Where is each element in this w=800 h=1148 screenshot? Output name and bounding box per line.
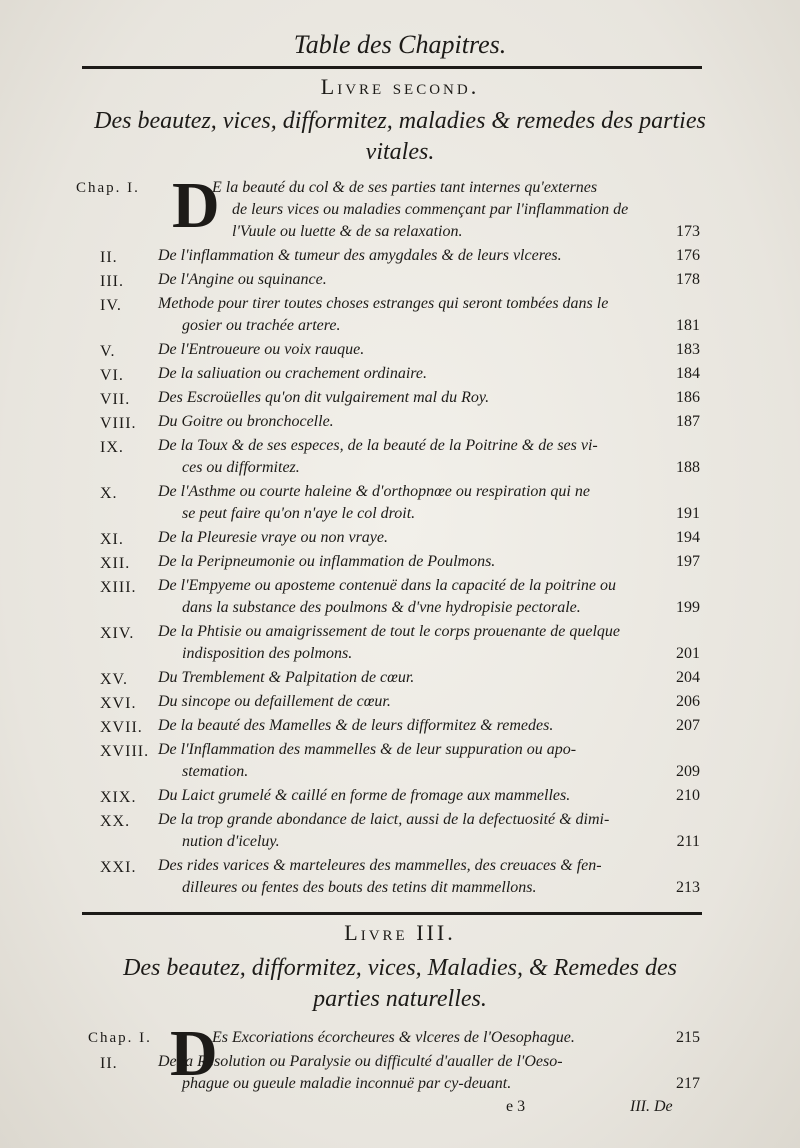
page-number: 188 [676,459,700,476]
chapter-title-line: Es Excoriations écorcheures & vlceres de l'Oesophague. [212,1029,575,1046]
page-number: 199 [676,599,700,616]
chapter-title-line: De la beauté des Mamelles & de leurs difformitez & remedes. [158,717,554,734]
page-number: 197 [676,553,700,570]
page-number: 201 [676,645,700,662]
chapter-title-line: Du Tremblement & Palpitation de cœur. [158,669,415,686]
chapter-title-line: De la saliuation ou crachement ordinaire. [158,365,427,382]
chapter-title-line: De la Resolution ou Paralysie ou difficulté d'aualler de l'Oeso- [158,1053,563,1070]
chapter-number: VII. [100,391,131,408]
chapter-title-line: E la beauté du col & de ses parties tant internes qu'externes [212,179,598,196]
drop-capital: D [172,169,220,242]
chapter-title-line: De l'inflammation & tumeur des amygdales & de leurs vlceres. [158,247,562,264]
page-number: 210 [676,787,700,804]
chapter-title-line: de leurs vices ou maladies commençant par l'inflammation de [232,201,629,218]
chapter-number: XIV. [100,625,135,642]
chapter-number: IV. [100,297,122,314]
chapter-number: XIII. [100,579,137,596]
chapter-number: VIII. [100,415,137,432]
rule-top [82,66,702,69]
page-number: 207 [676,717,700,734]
chapter-number: II. [100,1055,118,1072]
chapter-number: XXI. [100,859,137,876]
chapter-number: III. [100,273,124,290]
chapter-title-line: phague ou gueule maladie inconnuë par cy-deuant. [182,1075,512,1092]
chapter-title-line: De l'Angine ou squinance. [158,271,327,288]
chapter-title-line: De la trop grande abondance de laict, aussi de la defectuosité & dimi- [158,811,610,828]
chapter-title-line: stemation. [182,763,249,780]
chapter-number: Chap. I. [88,1030,152,1046]
chapter-number: XX. [100,813,131,830]
page-number: 181 [676,317,700,334]
chapter-title-line: se peut faire qu'on n'aye le col droit. [182,505,416,522]
chapter-number: XVI. [100,695,137,712]
chapter-title-line: dans la substance des poulmons & d'vne hydropisie pectorale. [182,599,581,616]
chapter-number: Chap. I. [76,180,140,196]
chapter-title-line: De l'Empyeme ou aposteme contenuë dans la capacité de la poitrine ou [158,577,616,594]
chapter-title-line: De la Phtisie ou amaigrissement de tout le corps prouenante de quelque [158,623,620,640]
book-heading-2: Livre second. [320,74,480,99]
chapter-title-line: Des rides varices & marteleures des mammelles, des creuaces & fen- [158,857,602,874]
page-number: 213 [676,879,700,896]
chapter-title-line: De l'Asthme ou courte haleine & d'orthopnœe ou respiration qui ne [158,483,590,500]
book-subtitle-3: Des beautez, difformitez, vices, Maladies, & Remedes des parties naturelles. [123,955,677,1012]
page-number: 194 [676,529,700,546]
running-head: Table des Chapitres. [293,30,507,59]
chapter-title-line: Du Goitre ou bronchocelle. [158,413,334,430]
chapter-title-line: dilleures ou fentes des bouts des tetins dit mammellons. [182,879,537,896]
page-number: 178 [676,271,700,288]
page-number: 183 [676,341,700,358]
signature-mark: e 3 [506,1098,526,1115]
chapter-title-line: l'Vuule ou luette & de sa relaxation. [232,223,463,240]
chapter-title-line: De la Pleuresie vraye ou non vraye. [158,529,388,546]
chapter-number: XI. [100,531,124,548]
rule-middle [82,912,702,915]
book-subtitle-2: Des beautez, vices, difformitez, maladies & remedes des parties vitales. [94,108,706,165]
page-number: 173 [676,223,700,240]
chapter-number: IX. [100,439,124,456]
drop-capital: D [170,1017,218,1090]
chapter-title-line: Du sincope ou defaillement de cœur. [158,693,391,710]
chapter-title-line: ces ou difformitez. [182,459,300,476]
chapter-title-line: nution d'iceluy. [182,833,280,850]
chapter-number: V. [100,343,116,360]
page-number: 217 [676,1075,700,1092]
page-number: 204 [676,669,700,686]
chapter-title-line: De la Toux & de ses especes, de la beauté de la Poitrine & de ses vi- [158,437,598,454]
page-number: 206 [676,693,700,710]
chapter-number: VI. [100,367,124,384]
catchword: III. De [630,1098,673,1115]
chapter-number: XVII. [100,719,143,736]
chapter-title-line: Des Escroüelles qu'on dit vulgairement mal du Roy. [158,389,490,406]
page-number: 184 [676,365,700,382]
chapter-title-line: De l'Inflammation des mammelles & de leur suppuration ou apo- [158,741,577,758]
page-number: 209 [676,763,700,780]
chapter-number: XII. [100,555,131,572]
chapter-title-line: Du Laict grumelé & caillé en forme de fromage aux mammelles. [158,787,571,804]
chapter-title-line: De l'Entroueure ou voix rauque. [158,341,365,358]
chapter-number: II. [100,249,118,266]
chapter-title-line: De la Peripneumonie ou inflammation de Poulmons. [158,553,496,570]
chapter-title-line: indisposition des polmons. [182,645,353,662]
chapter-number: XIX. [100,789,137,806]
chapter-number: X. [100,485,118,502]
page-number: 215 [676,1029,700,1046]
page-number: 191 [676,505,700,522]
page-number: 186 [676,389,700,406]
page-number: 211 [676,833,700,850]
chapter-number: XVIII. [100,743,150,760]
chapter-title-line: gosier ou trachée artere. [182,317,341,334]
book-heading-3: Livre III. [344,920,456,945]
chapter-number: XV. [100,671,129,688]
page-number: 176 [676,247,700,264]
page-number: 187 [676,413,700,430]
chapter-title-line: Methode pour tirer toutes choses estranges qui seront tombées dans le [158,295,609,312]
